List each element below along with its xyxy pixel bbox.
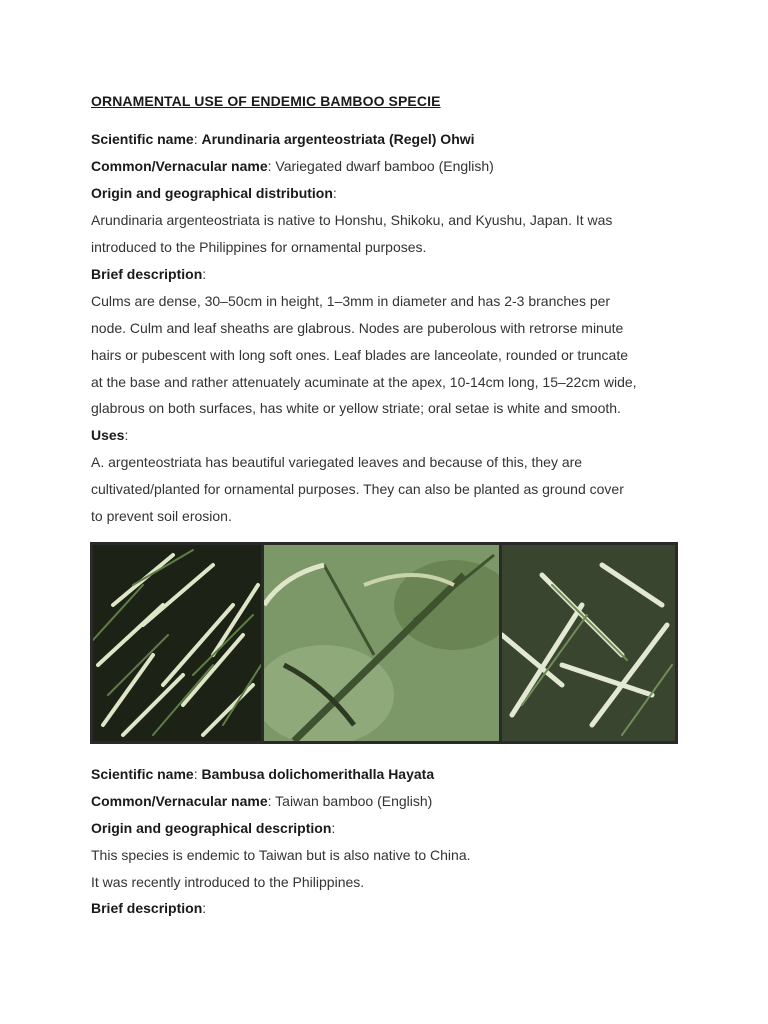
scientific-name-label: Scientific name — [91, 131, 194, 147]
brief-description-line: hairs or pubescent with long soft ones. Leaf blades are lanceolate, rounded or truncate — [91, 347, 629, 363]
common-name-label: Common/Vernacular name — [91, 158, 268, 174]
colon: : — [331, 820, 336, 836]
origin-heading-1 — [91, 184, 337, 202]
colon: : — [193, 131, 198, 147]
uses-text-line: A. argenteostriata has beautiful variegated leaves and because of this, they are — [91, 454, 583, 470]
uses-heading — [91, 426, 128, 444]
uses-text-line: cultivated/planted for ornamental purposes. They can also be planted as ground cover — [91, 481, 624, 497]
origin-label: Origin and geographical distribution — [91, 185, 333, 201]
uses-text-line: to prevent soil erosion. — [91, 508, 232, 524]
document-title: ORNAMENTAL USE OF ENDEMIC BAMBOO SPECIE — [91, 93, 441, 109]
bamboo-photo-strip — [90, 542, 678, 744]
brief-description-line: at the base and rather attenuately acuminate at the apex, 10-14cm long, 15–22cm wide, — [91, 374, 637, 390]
bamboo-photo-dense-leaves — [93, 545, 261, 741]
origin-text-line: introduced to the Philippines for ornamental purposes. — [91, 239, 427, 255]
colon: : — [202, 900, 207, 916]
scientific-name-value: Arundinaria argenteostriata (Regel) Ohwi — [201, 131, 475, 147]
colon: : — [202, 266, 207, 282]
brief-description-label: Brief description — [91, 900, 203, 916]
uses-label: Uses — [91, 427, 125, 443]
colon: : — [124, 427, 129, 443]
scientific-name-value: Bambusa dolichomerithalla Hayata — [201, 766, 435, 782]
bamboo-photo-branch-closeup — [264, 545, 499, 741]
origin-heading-2 — [91, 819, 335, 837]
common-name-label: Common/Vernacular name — [91, 793, 268, 809]
brief-description-line: node. Culm and leaf sheaths are glabrous. Nodes are puberolous with retrorse minute — [91, 320, 624, 336]
colon: : — [267, 793, 272, 809]
colon: : — [332, 185, 337, 201]
origin-text-line: This species is endemic to Taiwan but is also native to China. — [91, 847, 471, 863]
colon: : — [193, 766, 198, 782]
brief-description-line: glabrous on both surfaces, has white or yellow striate; oral setae is white and smooth. — [91, 400, 621, 416]
brief-description-heading-2 — [91, 899, 206, 917]
brief-description-line: Culms are dense, 30–50cm in height, 1–3mm in diameter and has 2-3 branches per — [91, 293, 611, 309]
origin-text-line: It was recently introduced to the Philippines. — [91, 874, 365, 890]
brief-description-heading-1 — [91, 265, 206, 283]
common-name-line-1 — [91, 157, 494, 175]
scientific-name-line-1 — [91, 130, 475, 148]
origin-text-line: Arundinaria argenteostriata is native to Honshu, Shikoku, and Kyushu, Japan. It was — [91, 212, 613, 228]
common-name-line-2 — [91, 792, 432, 810]
scientific-name-label: Scientific name — [91, 766, 194, 782]
scientific-name-line-2 — [91, 765, 434, 783]
common-name-value: Variegated dwarf bamboo (English) — [275, 158, 494, 174]
brief-description-label: Brief description — [91, 266, 203, 282]
colon: : — [267, 158, 272, 174]
bamboo-photo-variegated-leaves — [502, 545, 675, 741]
common-name-value: Taiwan bamboo (English) — [275, 793, 433, 809]
origin-label: Origin and geographical description — [91, 820, 332, 836]
